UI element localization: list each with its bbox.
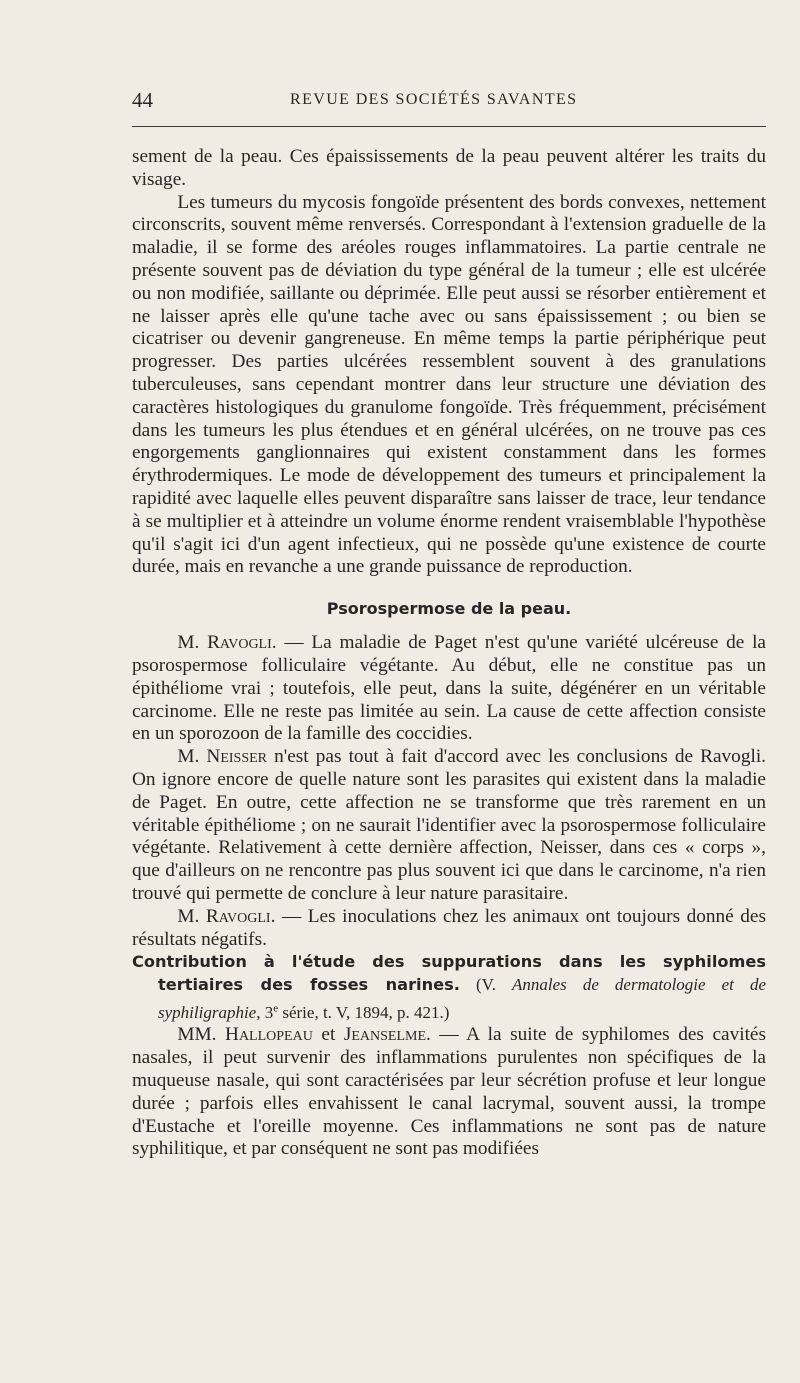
author-name: Hallopeau xyxy=(225,1024,313,1046)
article-title-contribution xyxy=(132,951,766,1024)
page-number: 44 xyxy=(132,88,153,112)
paragraph-ravogli-1 xyxy=(132,632,766,746)
running-title: REVUE DES SOCIÉTÉS SAVANTES xyxy=(290,91,578,108)
paragraph-neisser xyxy=(132,746,766,906)
author-name: Jeanselme xyxy=(343,1024,427,1046)
prefix: M. xyxy=(177,632,200,654)
section-heading-psorospermose: Psorospermose de la peau. xyxy=(326,599,572,619)
article-reference: (V. Annales de dermatologie et de syphiligraphie, 3e série, t. V, 1894, p. 421.) xyxy=(158,975,766,1022)
prefix: MM. xyxy=(177,1024,217,1046)
author-name: Neisser xyxy=(206,746,268,768)
paragraph-text: n'est pas tout à fait d'accord avec les conclusions de Ravogli. On ignore encore de quelle nature sont les parasites qui existent dans la maladie de Paget. En outre, cette affection ne se transforme que très rarement en un véritable épithéliome ; on ne saurait l'identifier avec la psorospermose folliculaire végétante. Relativement à cette dernière affection, Neisser, dans ces « corps », que d'ailleurs on ne rencontre pas plus souvent ici que dans le carcinome, n'a rien trouvé qui permette de conclure à leur nature parasitaire. xyxy=(132,746,766,904)
header-rule xyxy=(132,126,766,127)
paragraph-hallopeau-jeanselme: MM. Hallopeau et Jeanselme. — A la suite de syphilomes des cavités nasales, il peut survenir des inflammations purulentes non spécifiques de la muqueuse nasale, qui sont caractérisées par leur sécrétion profuse et leur longue durée ; parfois elles envahissent le canal lacrymal, souvent aussi, la trompe d'Eustache et l'oreille moyenne. Ces inflammations ne sont pas de nature syphilitique, et par conséquent ne sont pas modifiées xyxy=(132,1024,766,1160)
paragraph-mycosis-tumors: Les tumeurs du mycosis fongoïde présentent des bords convexes, nettement circonscrits, souvent même renversés. Correspondant à l'extension graduelle de la maladie, il se forme des aréoles rouges inflammatoires. La partie centrale ne présente souvent pas de déviation du type général de la tumeur ; elle est ulcérée ou non modifiée, saillante ou déprimée. Elle peut aussi se résorber entièrement et ne laisser après elle qu'une tache avec ou sans épaississement ; ou bien se cicatriser ou devenir gangreneuse. En même temps la partie périphérique peut progresser. Des parties ulcérées ressemblent souvent à des granulations tuberculeuses, sans cependant montrer dans leur structure une déviation des caractères histologiques du granulome fongoïde. Très fréquemment, précisément dans les tumeurs les plus étendues et en général ulcérées, on ne trouve pas ces engorgements ganglionnaires qui existent constamment dans les formes érythrodermiques. Le mode de développement des tumeurs et principalement la rapidité avec laquelle elles peuvent disparaître sans laisser de trace, leur tendance à se multiplier et à atteindre un volume énorme rendent vraisemblable l'hypothèse qu'il s'agit ici d'un agent infectieux, qui ne possède qu'une existence de courte durée, mais en revanche a une grande puissance de reproduction. xyxy=(132,191,766,578)
paragraph-text: . — Les inoculations chez les animaux ont toujours donné des résultats négatifs. xyxy=(132,905,766,950)
prefix: M. xyxy=(177,905,200,927)
author-name: Ravogli xyxy=(207,632,272,654)
paragraph-ravogli-2 xyxy=(132,906,766,952)
article-title: Contribution à l'étude des suppurations dans les syphilomes tertiaires des fosses narines. xyxy=(132,952,766,995)
paragraph-text: . — A la suite de syphilomes des cavités nasales, il peut survenir des inflammations purulentes non spécifiques de la muqueuse nasale, qui sont caractérisées par leur sécrétion profuse et leur longue durée ; parfois elles envahissent le canal lacrymal, souvent aussi, la trompe d'Eustache et l'oreille moyenne. Ces inflammations ne sont pas de nature syphilitique, et par conséquent ne sont pas modifiées xyxy=(132,1024,766,1160)
journal-title: Annales de dermatologie et de syphiligraphie xyxy=(158,975,766,1022)
paragraph-continuation: sement de la peau. Ces épaississements de la peau peuvent altérer les traits du visage. xyxy=(132,146,766,190)
prefix: M. xyxy=(177,746,200,768)
body-text xyxy=(132,146,766,1161)
page-header xyxy=(132,88,766,118)
author-name: Ravogli xyxy=(205,905,271,927)
paragraph-text: . — La maladie de Paget n'est qu'une variété ulcéreuse de la psorospermose folliculaire végétante. Au début, elle ne constitue pas un épithéliome vrai ; toutefois, elle peut, dans la suite, dégénérer en un véritable carcinome. Elle ne reste pas limitée au sein. La cause de cette affection consiste en un sporozoon de la famille des coccidies. xyxy=(132,632,766,745)
